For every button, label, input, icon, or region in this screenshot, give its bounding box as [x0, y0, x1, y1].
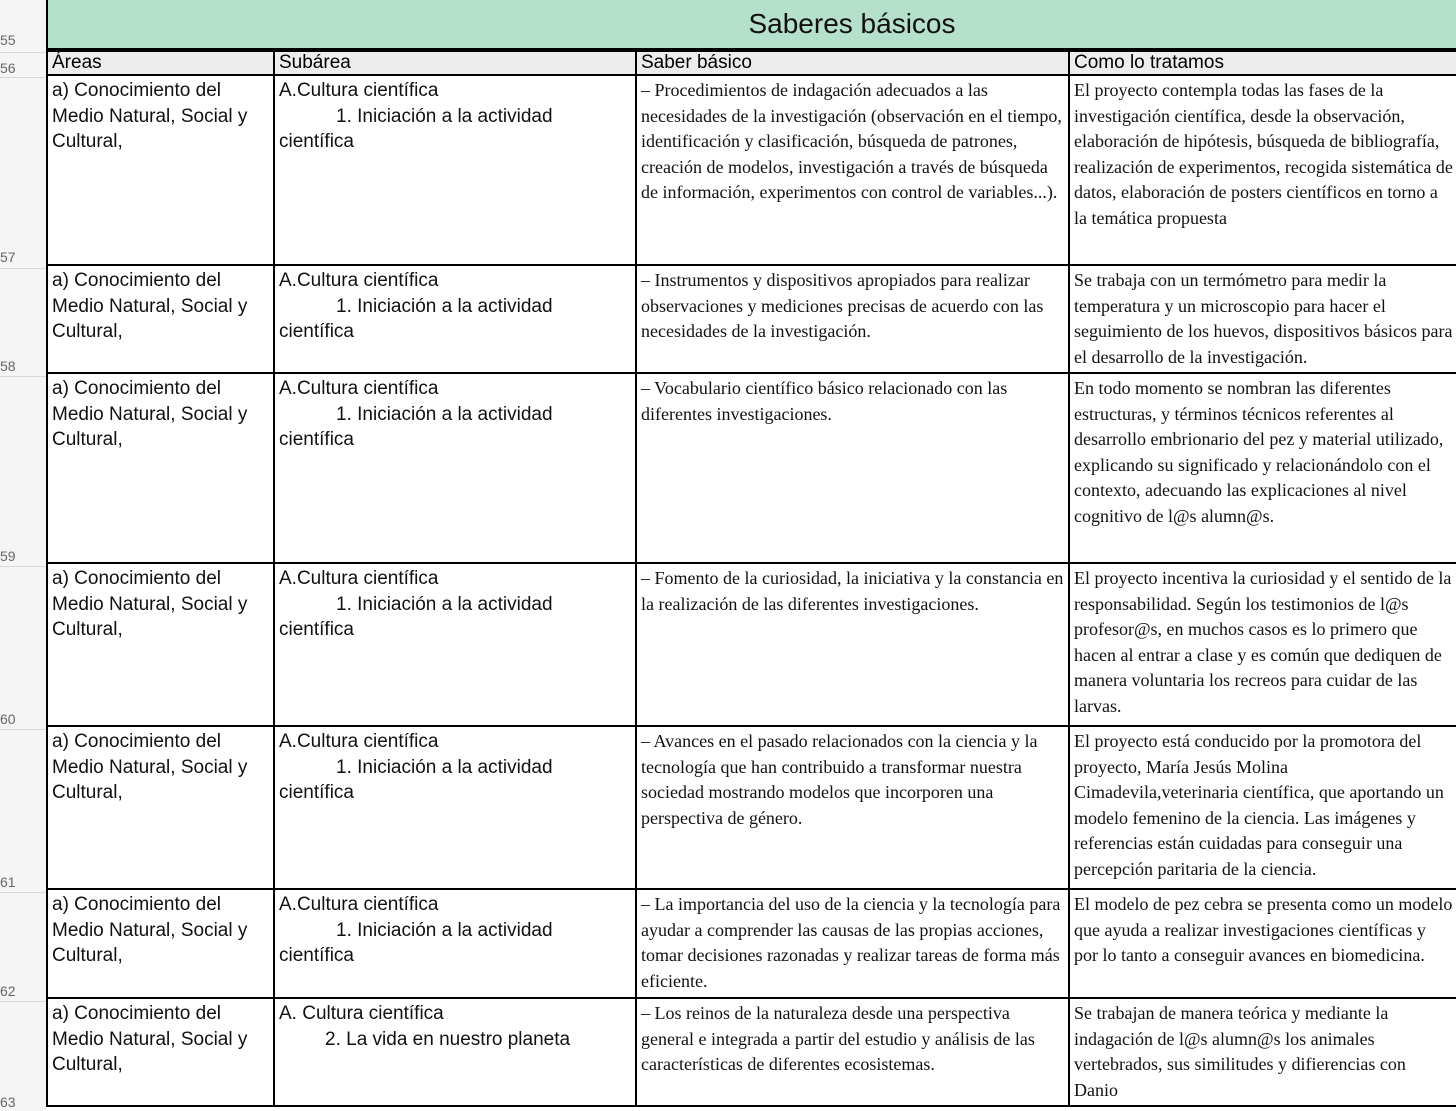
- gutter-divider: [0, 566, 46, 567]
- subarea-item: 1. Iniciación a la actividad: [336, 403, 553, 425]
- row-number-gutter: [0, 0, 46, 1111]
- row-number[interactable]: 63: [0, 1094, 16, 1110]
- cell-subarea[interactable]: [274, 265, 636, 373]
- cell-saber[interactable]: – Avances en el pasado relacionados con la ciencia y la tecnología que han contribuido a transformar nuestra sociedad mostrando modelos que incorporen una perspectiva de género.: [636, 726, 1069, 889]
- row-number[interactable]: 55: [0, 32, 16, 48]
- cell-area[interactable]: a) Conocimiento del Medio Natural, Social y Cultural,: [47, 265, 274, 373]
- subarea-item: 1. Iniciación a la actividad: [336, 295, 553, 317]
- row-number[interactable]: 58: [0, 358, 16, 374]
- header-como-lo-tratamos[interactable]: Como lo tratamos: [1069, 51, 1456, 75]
- subarea-line: científica: [279, 321, 354, 342]
- subarea-item: 1. Iniciación a la actividad: [336, 756, 553, 778]
- cell-saber[interactable]: – Vocabulario científico básico relacionado con las diferentes investigaciones.: [636, 373, 1069, 563]
- subarea-line: A.Cultura científica: [279, 270, 439, 291]
- sheet-title-cell[interactable]: [46, 0, 1456, 50]
- row-number[interactable]: 57: [0, 249, 16, 265]
- gutter-divider: [0, 1001, 46, 1002]
- gutter-divider: [0, 892, 46, 893]
- cell-area[interactable]: a) Conocimiento del Medio Natural, Social y Cultural,: [47, 889, 274, 998]
- row-number[interactable]: 59: [0, 548, 16, 564]
- cell-saber[interactable]: – La importancia del uso de la ciencia y la tecnología para ayudar a comprender las causas de las propias acciones, tomar decisiones razonadas y realizar tareas de forma más eficiente.: [636, 889, 1069, 998]
- cell-saber[interactable]: – Fomento de la curiosidad, la iniciativa y la constancia en la realización de las diferentes investigaciones.: [636, 563, 1069, 726]
- cell-subarea[interactable]: [274, 726, 636, 889]
- cell-subarea[interactable]: [274, 889, 636, 998]
- table-row: [47, 726, 1456, 889]
- cell-tratamos[interactable]: El proyecto está conducido por la promotora del proyecto, María Jesús Molina Cimadevila,veterinaria científica, que aportando un modelo femenino de la ciencia. Las imágenes y referencias están cuidadas para conseguir una percepción paritaria de la ciencia.: [1069, 726, 1456, 889]
- gutter-divider: [0, 376, 46, 377]
- subarea-item: 1. Iniciación a la actividad: [336, 105, 553, 127]
- cell-area[interactable]: a) Conocimiento del Medio Natural, Social y Cultural,: [47, 563, 274, 726]
- subarea-line: A.Cultura científica: [279, 894, 439, 915]
- subarea-item: 2. La vida en nuestro planeta: [325, 1028, 571, 1050]
- subarea-line: científica: [279, 945, 354, 966]
- table-row: [47, 75, 1456, 265]
- cell-tratamos[interactable]: El proyecto contempla todas las fases de la investigación científica, desde la observación, elaboración de hipótesis, búsqueda de bibliografía, realización de experimentos, recogida sistemática de datos, elaboración de posters científicos en torno a la temática propuesta: [1069, 75, 1456, 265]
- row-number[interactable]: 61: [0, 874, 16, 890]
- cell-tratamos[interactable]: En todo momento se nombran las diferentes estructuras, y términos técnicos referentes al desarrollo embrionario del pez y material utilizado, explicando su significado y relacionándolo con el contexto, adecuando las explicaciones al nivel cognitivo de l@s alumn@s.: [1069, 373, 1456, 563]
- cell-area[interactable]: a) Conocimiento del Medio Natural, Social y Cultural,: [47, 998, 274, 1106]
- cell-saber[interactable]: – Los reinos de la naturaleza desde una perspectiva general e integrada a partir del estudio y análisis de las características de diferentes ecosistemas.: [636, 998, 1069, 1106]
- cell-area[interactable]: a) Conocimiento del Medio Natural, Social y Cultural,: [47, 373, 274, 563]
- cell-subarea[interactable]: [274, 75, 636, 265]
- cell-tratamos[interactable]: Se trabaja con un termómetro para medir la temperatura y un microscopio para hacer el seguimiento de los huevos, dispositivos básicos para el desarrollo de la investigación.: [1069, 265, 1456, 373]
- cell-saber[interactable]: – Procedimientos de indagación adecuados a las necesidades de la investigación (observación en el tiempo, identificación y clasificación, búsqueda de patrones, creación de modelos, investigación a través de búsqueda de información, experimentos con control de variables...).: [636, 75, 1069, 265]
- header-saber-basico[interactable]: Saber básico: [636, 51, 1069, 75]
- cell-saber[interactable]: – Instrumentos y dispositivos apropiados para realizar observaciones y mediciones precisas de acuerdo con las necesidades de la investigación.: [636, 265, 1069, 373]
- header-areas[interactable]: Áreas: [47, 51, 274, 75]
- subarea-item: 1. Iniciación a la actividad: [336, 593, 553, 615]
- subarea-line: A.Cultura científica: [279, 568, 439, 589]
- cell-subarea[interactable]: [274, 373, 636, 563]
- table-row: [47, 889, 1456, 998]
- cell-area[interactable]: a) Conocimiento del Medio Natural, Social y Cultural,: [47, 726, 274, 889]
- subarea-line: científica: [279, 619, 354, 640]
- table-row: [47, 563, 1456, 726]
- sheet-title: Saberes básicos: [748, 8, 956, 39]
- subarea-line: científica: [279, 429, 354, 450]
- gutter-divider: [0, 52, 46, 53]
- cell-subarea[interactable]: [274, 998, 636, 1106]
- cell-area[interactable]: a) Conocimiento del Medio Natural, Social y Cultural,: [47, 75, 274, 265]
- subarea-line: A.Cultura científica: [279, 378, 439, 399]
- subarea-line: A.Cultura científica: [279, 80, 439, 101]
- table-row: [47, 265, 1456, 373]
- gutter-divider: [0, 77, 46, 78]
- cell-tratamos[interactable]: El modelo de pez cebra se presenta como un modelo que ayuda a realizar investigaciones científicas y por lo tanto a conseguir avances en biomedicina.: [1069, 889, 1456, 998]
- row-number[interactable]: 56: [0, 60, 16, 76]
- cell-subarea[interactable]: [274, 563, 636, 726]
- row-number[interactable]: 60: [0, 711, 16, 727]
- gutter-divider: [0, 729, 46, 730]
- gutter-divider: [0, 268, 46, 269]
- cell-tratamos[interactable]: El proyecto incentiva la curiosidad y el sentido de la responsabilidad. Según los testimonios de l@s profesor@s, en muchos casos es lo primero que hacen al entrar a clase y es común que dediquen de manera voluntaria los recreos para cuidar de las larvas.: [1069, 563, 1456, 726]
- table-row: [47, 998, 1456, 1106]
- subarea-line: A.Cultura científica: [279, 731, 439, 752]
- table-row: [47, 373, 1456, 563]
- header-subarea[interactable]: Subárea: [274, 51, 636, 75]
- header-row: [47, 51, 1456, 75]
- subarea-line: científica: [279, 131, 354, 152]
- subarea-item: 1. Iniciación a la actividad: [336, 919, 553, 941]
- saberes-table: [46, 50, 1456, 1107]
- cell-tratamos[interactable]: Se trabajan de manera teórica y mediante la indagación de l@s alumn@s los animales vertebrados, sus similitudes y difierencias con Danio: [1069, 998, 1456, 1106]
- subarea-line: A. Cultura científica: [279, 1003, 444, 1024]
- subarea-line: científica: [279, 782, 354, 803]
- row-number[interactable]: 62: [0, 983, 16, 999]
